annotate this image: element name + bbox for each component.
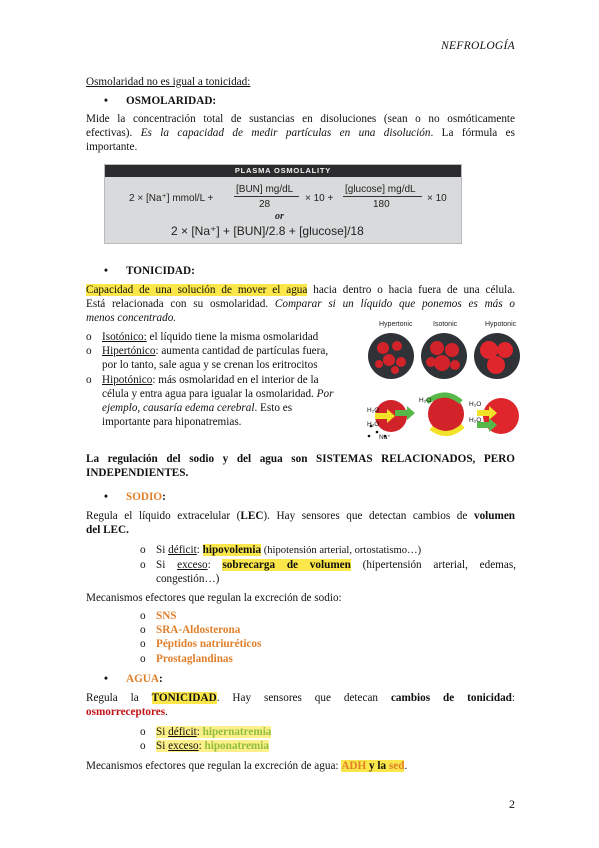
- label-hypertonic: Hypertonic: [379, 321, 413, 328]
- agua-heading: • AGUA:: [104, 673, 163, 685]
- formula-simple: 2 × [Na⁺] + [BUN]/2.8 + [glucose]/18: [171, 224, 364, 238]
- list-item: o Prostaglandinas: [140, 652, 233, 665]
- circle-bullet-icon: o: [86, 373, 92, 386]
- sodio-exceso: o Si exceso: sobrecarga de volumen (hipertensión arterial, edemas,: [140, 559, 516, 572]
- tonicidad-line-2: Está relacionada con su osmolaridad. Comparar si un líquido que ponemos es más o: [86, 298, 516, 311]
- formula-glucose-numerator: [glucose] mg/dL: [345, 184, 416, 195]
- sodio-paragraph: [86, 509, 515, 537]
- circle-bullet-icon: o: [140, 544, 146, 556]
- cells-illustration: [365, 318, 521, 444]
- sodio-mecanismos: Mecanismos efectores que regulan la excreción de sodio:: [86, 592, 342, 604]
- agua-cases: [140, 725, 271, 753]
- tonicity-list: [86, 330, 356, 429]
- agua-line-1: Regula la TONICIDAD. Hay sensores que detecan cambios de tonicidad:: [86, 692, 516, 704]
- formula-or: or: [275, 211, 284, 222]
- formula-title: PLASMA OSMOLALITY: [105, 165, 461, 177]
- circle-bullet-icon: o: [140, 740, 146, 753]
- sodio-line-2: del LEC.: [86, 524, 129, 537]
- sodio-efectores-list: [140, 609, 261, 666]
- list-item-hipotonico-cont: célula y entra agua para igualar la osmolaridad. Por: [102, 387, 334, 400]
- circle-bullet-icon: o: [140, 652, 146, 665]
- formula-fraction-line: [234, 196, 299, 197]
- agua-line-2: osmorreceptores.: [86, 706, 168, 719]
- section-intro-title: Osmolaridad no es igual a tonicidad:: [86, 76, 251, 88]
- na-label: Na⁺: [379, 434, 391, 441]
- sodio-cases: [140, 543, 516, 587]
- osmolaridad-paragraph: [86, 112, 515, 155]
- circle-bullet-icon: o: [140, 638, 146, 651]
- sodio-line-1: Regula el líquido extracelular (LEC). Hay sensores que detectan cambios de volumen: [86, 510, 516, 522]
- osmolaridad-line-1: Mide la concentración total de sustancias en disoluciones (sean o no osmóticamente: [86, 113, 515, 125]
- circle-bullet-icon: o: [86, 345, 92, 358]
- bullet-icon: •: [104, 673, 108, 685]
- h2o-label: H₂O: [367, 421, 380, 428]
- formula-term-1: 2 × [Na⁺] mmol/L +: [129, 193, 214, 204]
- list-item-hipertonico: o Hipertónico: aumenta cantidad de partículas fuera,: [86, 345, 329, 358]
- h2o-label: H₂O: [469, 401, 482, 408]
- osmolaridad-heading: • OSMOLARIDAD:: [104, 95, 217, 107]
- list-item: o SNS: [140, 610, 177, 622]
- formula-glucose-denominator: 180: [373, 199, 390, 210]
- sodio-exceso-cont: congestión…): [156, 573, 220, 586]
- agua-paragraph: [86, 691, 515, 719]
- circle-bullet-icon: o: [140, 624, 146, 637]
- bullet-icon: •: [104, 265, 108, 277]
- list-item-hipertonico-cont: por lo tanto, sale agua y se crenan los eritrocitos: [102, 359, 318, 372]
- regulacion-line-2: INDEPENDIENTES.: [86, 467, 189, 480]
- circle-bullet-icon: o: [140, 610, 146, 622]
- h2o-label: H₂O: [469, 417, 482, 424]
- page-number: 2: [509, 797, 515, 811]
- agua-exceso: o Si exceso: hiponatremia: [140, 740, 269, 753]
- tonicidad-heading: • TONICIDAD:: [104, 265, 195, 277]
- label-hypotonic: Hypotonic: [485, 321, 517, 328]
- agua-deficit: o Si déficit: hipernatremia: [140, 726, 272, 738]
- bullet-icon: •: [104, 95, 108, 107]
- h2o-label: H₂O: [419, 397, 432, 404]
- list-item-isotonico: o Isotónico: el líquido tiene la misma osmolaridad: [86, 331, 319, 343]
- osmolaridad-line-3: importante.: [86, 141, 138, 154]
- bullet-icon: •: [104, 491, 108, 503]
- regulacion-line-1: La regulación del sodio y del agua son SISTEMAS RELACIONADOS, PERO: [86, 453, 515, 465]
- tonicidad-line-1: Capacidad de una solución de mover el agua hacia dentro o hacia fuera de una célula.: [86, 284, 515, 296]
- list-item-hipotonico: o Hipotónico: más osmolaridad en el interior de la: [86, 373, 319, 386]
- regulacion-paragraph: [86, 452, 515, 480]
- circle-bullet-icon: o: [86, 331, 92, 343]
- sodio-heading: • SODIO:: [104, 491, 166, 503]
- formula-fraction-line: [343, 196, 422, 197]
- formula-times-2: × 10: [427, 193, 447, 204]
- list-item-hipotonico-cont-2: ejemplo, causaría edema cerebral. Esto es: [102, 402, 293, 415]
- list-item: o SRA-Aldosterona: [140, 624, 241, 637]
- formula-bun-denominator: 28: [259, 199, 271, 210]
- circle-bullet-icon: o: [140, 559, 146, 572]
- page-header: NEFROLOGÍA: [441, 40, 515, 52]
- tonicity-cells-figure: [365, 318, 521, 444]
- sodio-deficit: o Si déficit: hipovolemia (hipotensión arterial, ortostatismo…): [140, 544, 422, 556]
- tonicidad-line-3: menos concentrado.: [86, 312, 177, 325]
- circle-bullet-icon: o: [140, 726, 146, 738]
- list-item-hipotonico-cont-3: importante para hiponatremias.: [102, 416, 242, 429]
- formula-bun-numerator: [BUN] mg/dL: [236, 184, 294, 195]
- formula-times-1: × 10 +: [305, 193, 334, 204]
- h2o-label: H₂O: [367, 407, 380, 414]
- agua-mecanismos: Mecanismos efectores que regulan la excreción de agua: ADH y la sed.: [86, 760, 408, 772]
- list-item: o Péptidos natriuréticos: [140, 638, 262, 651]
- label-isotonic: Isotonic: [433, 321, 458, 328]
- osmolaridad-line-2: efectivas). Es la capacidad de medir partículas en una disolución. La fórmula es: [86, 127, 515, 140]
- plasma-osmolality-formula: [104, 164, 462, 244]
